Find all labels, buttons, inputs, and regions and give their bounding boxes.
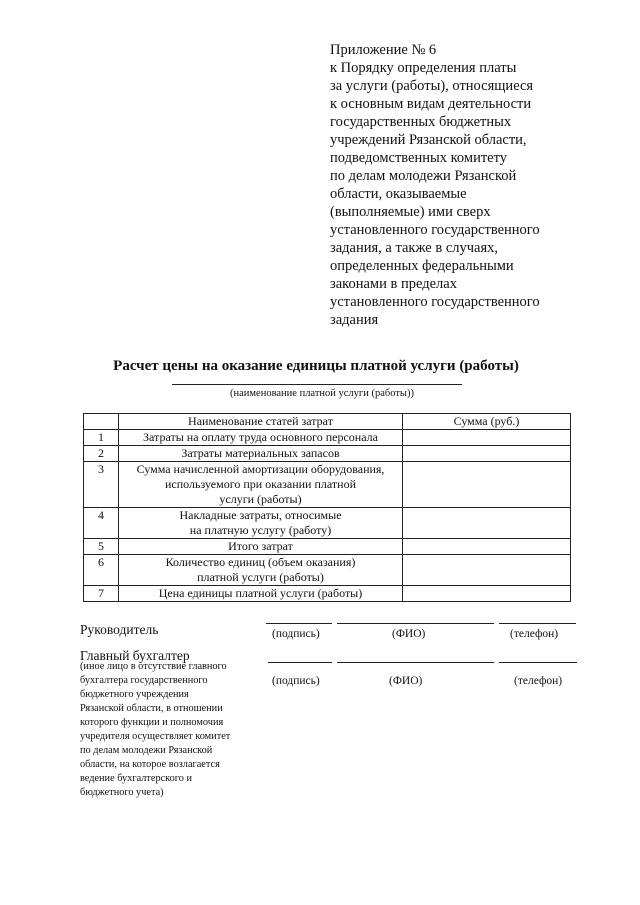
note-line: области, на которое возлагается (80, 759, 220, 770)
row-name-line: Цена единицы платной услуги (работы) (158, 586, 363, 600)
appendix-line: к Порядку определения платы (330, 60, 517, 76)
appendix-line: установленного государственного (330, 294, 540, 310)
row-name-cell (119, 446, 403, 462)
table-row (84, 430, 571, 446)
appendix-line: учреждений Рязанской области, (330, 132, 527, 148)
row-num-cell: 6 (84, 555, 119, 586)
appendix-line: к основным видам деятельности (330, 96, 532, 112)
row-name-line: Накладные затраты, относимые (179, 508, 342, 522)
row-name-line: Итого затрат (228, 539, 293, 553)
row-name-cell (119, 586, 403, 602)
row-sum-cell (403, 462, 571, 508)
row-name-line: используемого при оказании платной (164, 477, 356, 491)
chief-accountant-name-line (337, 662, 494, 663)
appendix-line: установленного государственного (330, 222, 540, 238)
row-name-line: Сумма начисленной амортизации оборудования, (136, 462, 385, 476)
note-line: по делам молодежи Рязанской (80, 745, 213, 756)
note-line: которого функции и полномочия (80, 717, 224, 728)
row-num-cell: 4 (84, 508, 119, 539)
chief-accountant-signature-line (268, 662, 332, 663)
row-sum-cell (403, 539, 571, 555)
row-name-line: Затраты на оплату труда основного персонала (143, 430, 378, 444)
row-name-cell (119, 508, 403, 539)
chief-accountant-phone-line (499, 662, 577, 663)
note-line: Рязанской области, в отношении (80, 703, 223, 714)
table-header-row (84, 414, 571, 430)
appendix-header (330, 41, 540, 329)
row-num-cell: 3 (84, 462, 119, 508)
row-num-cell: 1 (84, 430, 119, 446)
row-sum-cell (403, 508, 571, 539)
row-name-line: платной услуги (работы) (197, 570, 324, 584)
head-phone-caption: (телефон) (510, 628, 559, 640)
appendix-line: определенных федеральными (330, 258, 514, 274)
header-name-cell: Наименование статей затрат (119, 414, 403, 430)
table-row (84, 586, 571, 602)
appendix-line: законами в пределах (330, 276, 457, 292)
row-name-cell (119, 555, 403, 586)
row-sum-cell (403, 446, 571, 462)
row-num-cell: 5 (84, 539, 119, 555)
chief-accountant-role-label: Главный бухгалтер (80, 648, 190, 663)
appendix-line: задания, а также в случаях, (330, 240, 499, 256)
document-title: Расчет цены на оказание единицы платной услуги (работы) (113, 358, 519, 374)
row-name-line: на платную услугу (работу) (189, 523, 332, 537)
table-row (84, 462, 571, 508)
row-sum-cell (403, 430, 571, 446)
appendix-line: (выполняемые) ими сверх (330, 204, 491, 220)
table-row (84, 555, 571, 586)
note-line: бюджетного учета) (80, 787, 164, 798)
row-name-cell (119, 430, 403, 446)
appendix-line: по делам молодежи Рязанской (330, 168, 517, 184)
row-sum-cell (403, 586, 571, 602)
appendix-line: задания (330, 312, 379, 328)
table-row (84, 508, 571, 539)
note-line: бухгалтера государственного (80, 675, 208, 686)
row-name-cell (119, 462, 403, 508)
service-name-line (172, 384, 462, 385)
row-name-line: Количество единиц (объем оказания) (165, 555, 356, 569)
appendix-line: области, оказываемые (330, 186, 467, 202)
note-line: учредителя осуществляет комитет (80, 731, 231, 742)
row-name-line: Затраты материальных запасов (181, 446, 340, 460)
appendix-line: Приложение № 6 (330, 42, 437, 58)
cost-table (83, 413, 571, 602)
note-line: ведение бухгалтерского и (80, 773, 192, 784)
chief-accountant-signature-caption: (подпись) (272, 675, 320, 687)
row-num-cell: 2 (84, 446, 119, 462)
service-name-caption: (наименование платной услуги (работы)) (230, 388, 414, 399)
head-signature-line (266, 623, 332, 624)
row-name-line: услуги (работы) (219, 492, 302, 506)
header-sum-cell: Сумма (руб.) (403, 414, 571, 430)
note-line: (иное лицо в отсутствие главного (80, 661, 227, 672)
chief-accountant-note (80, 660, 230, 800)
table-row (84, 446, 571, 462)
head-role-label: Руководитель (80, 622, 159, 637)
row-name-cell (119, 539, 403, 555)
head-name-line (337, 623, 494, 624)
head-name-caption: (ФИО) (392, 628, 426, 640)
row-sum-cell (403, 555, 571, 586)
head-phone-line (499, 623, 576, 624)
head-signature-caption: (подпись) (272, 628, 320, 640)
note-line: бюджетного учреждения (80, 689, 189, 700)
appendix-line: государственных бюджетных (330, 114, 512, 130)
table-row (84, 539, 571, 555)
header-num-cell (84, 414, 119, 430)
chief-accountant-name-caption: (ФИО) (389, 675, 423, 687)
row-num-cell: 7 (84, 586, 119, 602)
appendix-line: за услуги (работы), относящиеся (330, 78, 534, 94)
chief-accountant-phone-caption: (телефон) (514, 675, 563, 687)
appendix-line: подведомственных комитету (330, 150, 507, 166)
